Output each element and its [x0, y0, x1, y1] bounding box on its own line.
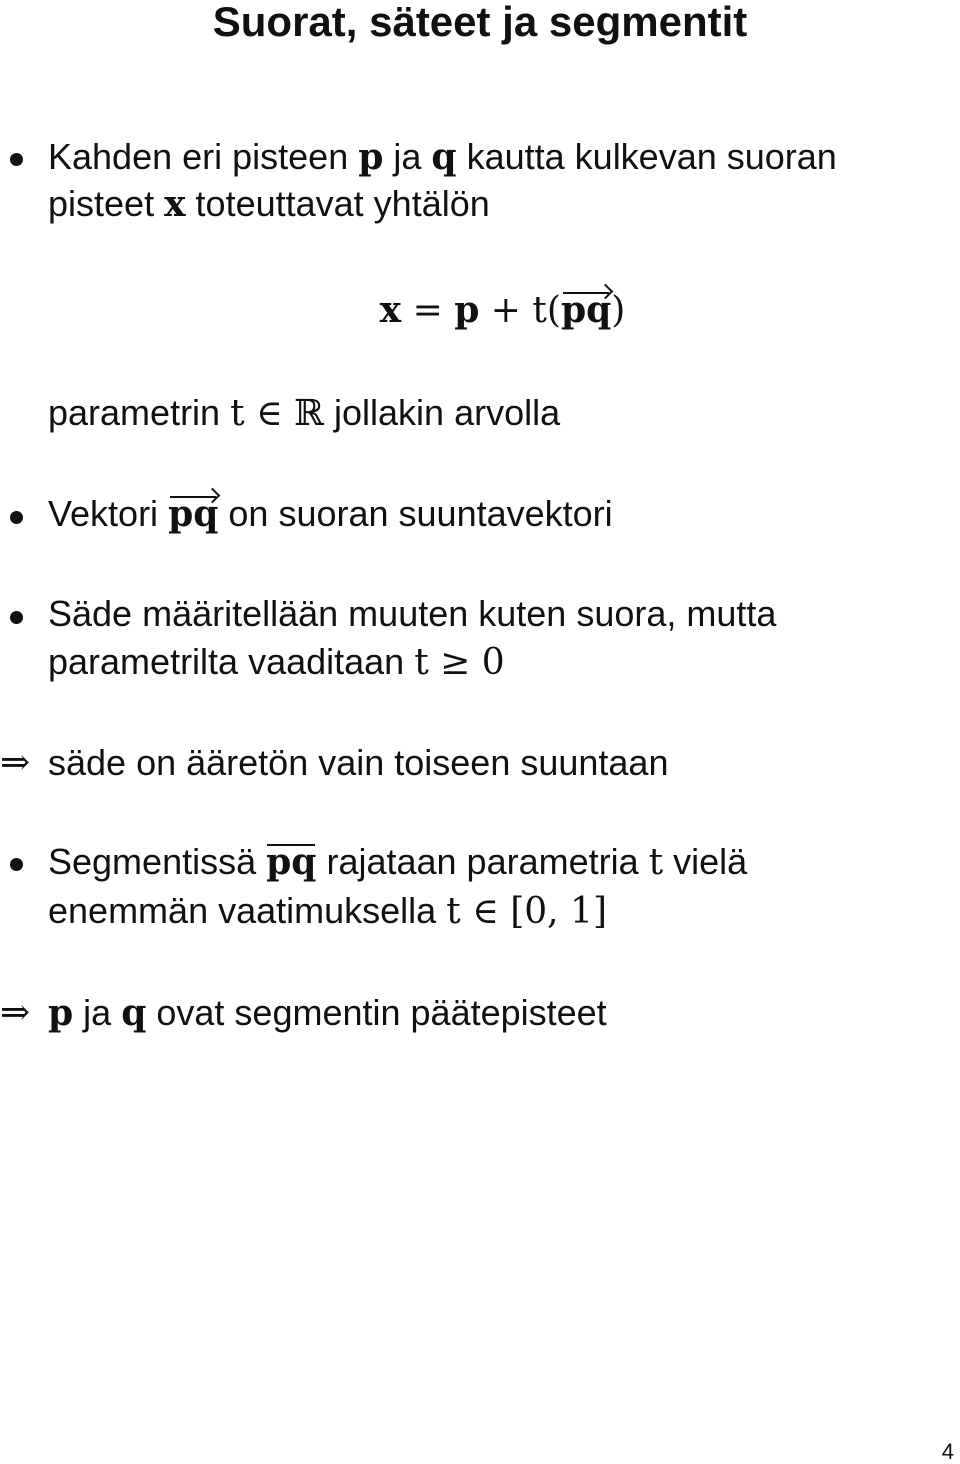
implication-2-line — [48, 991, 607, 1035]
math-reals: ℝ — [294, 393, 325, 434]
implication-1-line — [48, 741, 668, 785]
eq-x: x — [379, 289, 402, 331]
line-equation — [0, 288, 960, 333]
parameter-line — [48, 391, 560, 436]
bullet-1-line-1 — [48, 135, 837, 179]
text: kautta kulkevan suoran — [456, 136, 837, 177]
implies-arrow: ⇒ — [0, 742, 31, 783]
math-interval: [0, 1] — [510, 891, 607, 932]
text: ovat segmentin päätepisteet — [146, 992, 607, 1033]
math-t: t — [414, 642, 429, 683]
math-zero: 0 — [481, 642, 505, 683]
bullet-1-line-2 — [48, 182, 490, 226]
text: vielä — [663, 841, 748, 882]
point-q: q — [121, 992, 147, 1034]
bullet-dot — [10, 153, 23, 166]
point-x: x — [164, 183, 186, 225]
eq-paren: ) — [611, 290, 626, 331]
eq-t: t — [532, 290, 547, 331]
page-number: 4 — [941, 1439, 954, 1464]
text: enemmän vaatimuksella — [48, 890, 447, 931]
text: parametrin — [48, 392, 231, 433]
point-p: p — [358, 136, 384, 178]
text: parametrilta vaaditaan — [48, 641, 415, 682]
eq-plus: + — [479, 290, 533, 331]
math-t: t — [446, 891, 461, 932]
text: säde on ääretön vain toiseen suuntaan — [48, 742, 669, 783]
math-in: ∈ — [460, 891, 511, 932]
text: ja — [73, 992, 122, 1033]
text: toteuttavat yhtälön — [185, 183, 490, 224]
bullet-3-line-1 — [48, 592, 776, 636]
bullet-dot — [10, 858, 23, 871]
bullet-2-line — [48, 492, 613, 536]
bullet-4-line-2 — [48, 889, 607, 934]
point-p: p — [48, 992, 74, 1034]
eq-equals: = — [401, 290, 455, 331]
bullet-dot — [10, 611, 23, 624]
text: Segmentissä — [48, 841, 267, 882]
text: jollakin arvolla — [324, 392, 561, 433]
text: on suoran suuntavektori — [218, 493, 613, 534]
eq-vector-pq: pq — [560, 289, 612, 331]
point-q: q — [431, 136, 457, 178]
text: Kahden eri pisteen — [48, 136, 359, 177]
bullet-dot — [10, 511, 23, 524]
math-t: t — [230, 393, 245, 434]
eq-paren: ( — [546, 290, 561, 331]
implies-arrow: ⇒ — [0, 992, 31, 1033]
bullet-3-line-2 — [48, 640, 505, 685]
math-t: t — [648, 842, 664, 883]
math-in: ∈ — [244, 393, 295, 434]
eq-p: p — [454, 289, 480, 331]
text: Säde määritellään muuten kuten suora, mutta — [48, 593, 777, 634]
text: pisteet — [48, 183, 165, 224]
vector-pq: pq — [168, 493, 219, 535]
math-ge: ≥ — [428, 642, 482, 683]
bullet-4-line-1 — [48, 840, 747, 885]
text: rajataan parametria — [316, 841, 649, 882]
slide-title: Suorat, säteet ja segmentit — [212, 0, 748, 45]
segment-pq: pq — [266, 841, 317, 883]
text: Vektori — [48, 493, 169, 534]
text: ja — [383, 136, 432, 177]
